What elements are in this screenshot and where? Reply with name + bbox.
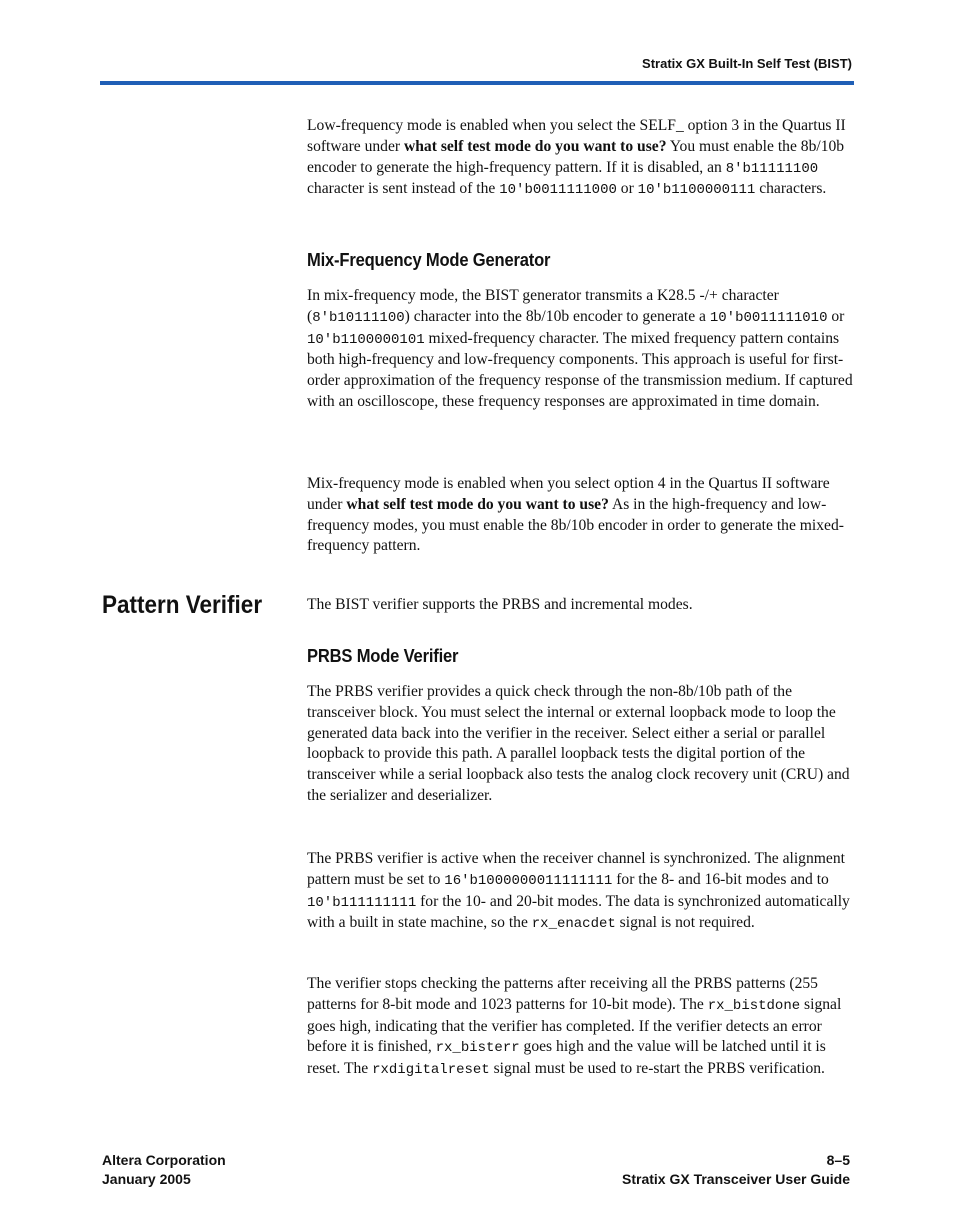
code-literal: rx_bistdone xyxy=(707,997,801,1014)
code-literal: 10'b1100000101 xyxy=(307,331,425,348)
code-literal: 16'b1000000011111111 xyxy=(444,872,613,889)
footer-left xyxy=(102,1151,226,1189)
header-rule xyxy=(100,81,854,85)
menu-option-self-test-mode: what self test mode do you want to use? xyxy=(404,137,667,155)
paragraph-prbs-2: The PRBS verifier is active when the receiver channel is synchronized. The alignment pattern must be set to 16'b1000000011111111 for the 8- and 16-bit modes and to 10'b111111111 for the 10- and 20-bit modes. The data is synchronized automatically with a built in state machine, so the rx_enacdet signal is not required. xyxy=(307,850,850,933)
code-literal: 8'b11111100 xyxy=(725,160,819,177)
section-heading-pattern-verifier: Pattern Verifier xyxy=(102,591,263,619)
code-literal: 8'b10111100 xyxy=(312,309,405,326)
code-literal: rx_bisterr xyxy=(435,1040,520,1057)
code-literal: 10'b1100000111 xyxy=(637,182,756,199)
paragraph-mix-frequency-1: In mix-frequency mode, the BIST generator transmits a K28.5 -/+ character (8'b10111100) character into the 8b/10b encoder to generate a 10'b0011111010 or 10'b1100000101 mixed-frequency character. The mixed frequency pattern contains both high-frequency and low-frequency components. This approach is useful for first-order approximation of the frequency response of the transmission medium. If captured with an oscilloscope, these frequency responses are approximated in time domain. xyxy=(307,287,853,410)
paragraph-low-frequency: Low-frequency mode is enabled when you select the SELF_ option 3 in the Quartus II software under what self test mode do you want to use? You must enable the 8b/10b encoder to generate the high-frequency pattern. If it is disabled, an 8'b11111100 character is sent instead of the 10'b0011111000 or 10'b1100000111 characters. xyxy=(307,117,846,199)
code-literal: 10'b0011111010 xyxy=(709,309,828,326)
running-header-title: Stratix GX Built-In Self Test (BIST) xyxy=(642,56,852,71)
footer-guide-title: Stratix GX Transceiver User Guide xyxy=(622,1171,850,1187)
code-literal: rx_enacdet xyxy=(531,916,616,933)
paragraph-mix-frequency-2: Mix-frequency mode is enabled when you select option 4 in the Quartus II software under what self test mode do you want to use? As in the high-frequency and low-frequency modes, you must enable the 8b/10b encoder in order to generate the mixed-frequency pattern. xyxy=(307,475,844,555)
paragraph-verifier-intro: The BIST verifier supports the PRBS and incremental modes. xyxy=(307,596,693,613)
footer-company: Altera Corporation xyxy=(102,1152,226,1168)
section-heading-prbs-verifier: PRBS Mode Verifier xyxy=(307,646,459,666)
code-literal: rxdigitalreset xyxy=(372,1062,490,1079)
section-heading-mix-frequency: Mix-Frequency Mode Generator xyxy=(307,250,551,270)
code-literal: 10'b111111111 xyxy=(307,894,417,911)
menu-option-self-test-mode: what self test mode do you want to use? xyxy=(346,495,609,513)
code-literal: 10'b0011111000 xyxy=(499,182,617,199)
paragraph-prbs-3: The verifier stops checking the patterns after receiving all the PRBS patterns (255 patterns for 8-bit mode and 1023 patterns for 10-bit mode). The rx_bistdone signal goes high, indicating that the verifier has completed. If the verifier detects an error before it is finished, rx_bisterr goes high and the value will be latched until it is reset. The rxdigitalreset signal must be used to re-start the PRBS verification. xyxy=(307,975,842,1079)
paragraph-prbs-1: The PRBS verifier provides a quick check through the non-8b/10b path of the transceiver block. You must select the internal or external loopback mode to loop the generated data back into the verifier in the receiver. Select either a serial or parallel loopback to provide this path. A parallel loopback tests the digital portion of the transceiver while a serial loopback also tests the analog clock recovery unit (CRU) and the serializer and deserializer. xyxy=(307,683,850,804)
footer-page-number: 8–5 xyxy=(826,1152,850,1168)
footer-date: January 2005 xyxy=(102,1171,191,1187)
footer-right xyxy=(622,1151,850,1189)
